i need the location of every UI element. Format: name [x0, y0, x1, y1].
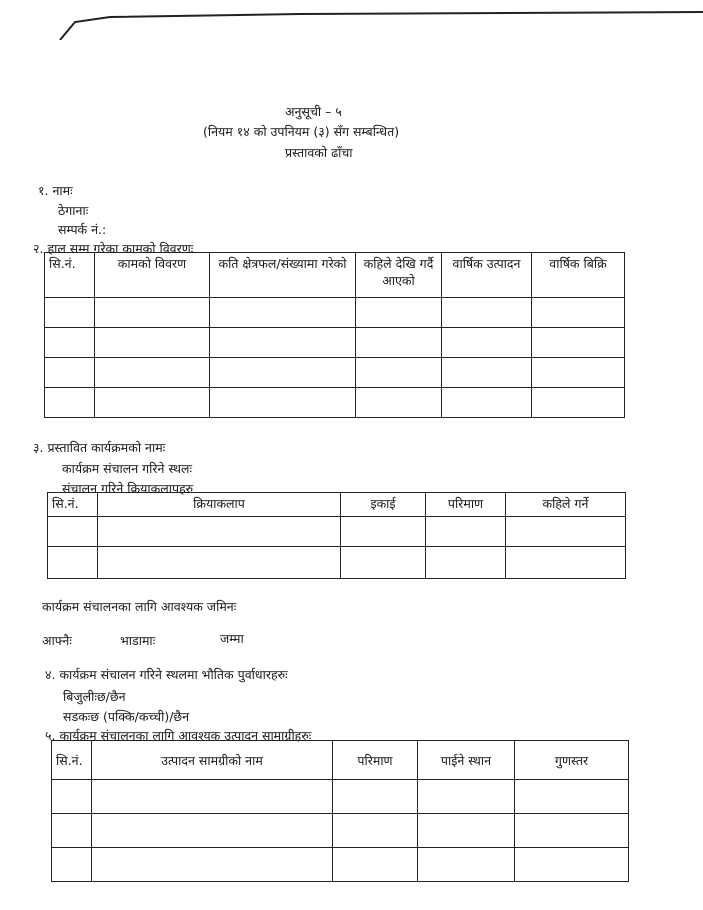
section5-title: ५. कार्यक्रम संचालनका लागि आवश्यक उत्पादन सामाग्रीहरुः	[45, 728, 312, 743]
table-cell[interactable]	[98, 517, 341, 547]
table-cell[interactable]	[418, 848, 515, 882]
table-cell[interactable]	[442, 388, 532, 418]
own-land-label: आफ्नैः	[42, 633, 72, 648]
table-cell[interactable]	[210, 328, 356, 358]
electricity-label: बिजुलीःछ/छैन	[63, 689, 126, 704]
materials-table	[51, 740, 629, 882]
table-cell[interactable]	[45, 298, 95, 328]
table-cell[interactable]	[45, 328, 95, 358]
col-area-quantity: कति क्षेत्रफल/संख्यामा गरेको	[210, 253, 356, 298]
table-cell[interactable]	[48, 517, 98, 547]
col-serial: सि.नं.	[52, 741, 92, 780]
section4-title: ४. कार्यक्रम संचालन गरिने स्थलमा भौतिक पुर्वाधारहरुः	[45, 667, 288, 682]
table-cell[interactable]	[356, 388, 442, 418]
table-cell[interactable]	[333, 814, 418, 848]
table-cell[interactable]	[442, 298, 532, 328]
section2-title: २. हाल सम्म गरेका कामको विवरणः	[33, 241, 194, 256]
table-cell[interactable]	[532, 298, 625, 328]
contact-label: सम्पर्क नं.:	[58, 222, 107, 237]
table-cell[interactable]	[418, 780, 515, 814]
table-cell[interactable]	[210, 298, 356, 328]
table-row	[45, 358, 625, 388]
table-row	[52, 780, 629, 814]
table-cell[interactable]	[95, 298, 210, 328]
table-cell[interactable]	[98, 547, 341, 579]
table-cell[interactable]	[356, 328, 442, 358]
table-cell[interactable]	[45, 358, 95, 388]
col-since-when: कहिले देखि गर्दै आएको	[356, 253, 442, 298]
col-source-location: पाईने स्थान	[418, 741, 515, 780]
table-row	[48, 547, 626, 579]
col-quantity: परिमाण	[333, 741, 418, 780]
schedule-subtitle: (नियम १४ को उपनियम (३) सँग सम्बन्धित)	[203, 124, 400, 139]
table-cell[interactable]	[341, 547, 426, 579]
col-quality: गुणस्तर	[515, 741, 629, 780]
table-cell[interactable]	[515, 814, 629, 848]
table-cell[interactable]	[52, 848, 92, 882]
table-cell[interactable]	[95, 388, 210, 418]
col-material-name: उत्पादन सामग्रीको नाम	[92, 741, 333, 780]
table-row	[48, 517, 626, 547]
table-row	[45, 388, 625, 418]
table-cell[interactable]	[532, 358, 625, 388]
table-cell[interactable]	[515, 848, 629, 882]
table-cell[interactable]	[45, 388, 95, 418]
name-label: १. नामः	[38, 183, 73, 198]
table-row	[52, 814, 629, 848]
col-unit: इकाई	[341, 493, 426, 517]
form-name: प्रस्तावको ढाँचा	[285, 145, 353, 160]
col-serial: सि.नं.	[48, 493, 98, 517]
col-activity: क्रियाकलाप	[98, 493, 341, 517]
table-cell[interactable]	[92, 780, 333, 814]
road-label: सडकःछ (पक्कि/कच्ची)/छैन	[63, 709, 190, 724]
table-header-row	[52, 741, 629, 780]
table-cell[interactable]	[426, 547, 506, 579]
table-cell[interactable]	[333, 848, 418, 882]
table-cell[interactable]	[442, 358, 532, 388]
col-work-description: कामको विवरण	[95, 253, 210, 298]
table-cell[interactable]	[506, 547, 626, 579]
col-serial: सि.नं.	[45, 253, 95, 298]
table-cell[interactable]	[426, 517, 506, 547]
col-quantity: परिमाण	[426, 493, 506, 517]
table-cell[interactable]	[48, 547, 98, 579]
table-header-row	[48, 493, 626, 517]
table-cell[interactable]	[210, 388, 356, 418]
table-header-row	[45, 253, 625, 298]
col-when: कहिले गर्ने	[506, 493, 626, 517]
table-cell[interactable]	[341, 517, 426, 547]
table-cell[interactable]	[333, 780, 418, 814]
address-label: ठेगानाः	[58, 203, 89, 218]
land-required-label: कार्यक्रम संचालनका लागि आवश्यक जमिनः	[42, 599, 237, 614]
table-cell[interactable]	[506, 517, 626, 547]
col-annual-production: वार्षिक उत्पादन	[442, 253, 532, 298]
table-cell[interactable]	[92, 814, 333, 848]
rented-land-label: भाडामाः	[120, 633, 156, 648]
schedule-title: अनुसूची – ५	[285, 104, 342, 119]
section3-title: ३. प्रस्तावित कार्यक्रमको नामः	[33, 440, 166, 455]
table-row	[45, 328, 625, 358]
table-cell[interactable]	[52, 780, 92, 814]
table-cell[interactable]	[92, 848, 333, 882]
table-cell[interactable]	[356, 298, 442, 328]
col-annual-sales: वार्षिक बिक्रि	[532, 253, 625, 298]
table-cell[interactable]	[532, 328, 625, 358]
table-cell[interactable]	[515, 780, 629, 814]
activities-label: संचालन गरिने क्रियाकलापहरु	[62, 481, 194, 496]
table-row	[52, 848, 629, 882]
activities-table	[47, 492, 626, 579]
program-location-label: कार्यक्रम संचालन गरिने स्थलः	[62, 461, 193, 476]
table-row	[45, 298, 625, 328]
table-cell[interactable]	[418, 814, 515, 848]
table-cell[interactable]	[52, 814, 92, 848]
table-cell[interactable]	[210, 358, 356, 388]
scan-edge-shadow	[0, 0, 703, 40]
total-land-label: जम्मा	[220, 631, 244, 646]
work-details-table	[44, 252, 625, 418]
table-cell[interactable]	[95, 328, 210, 358]
table-cell[interactable]	[356, 358, 442, 388]
table-cell[interactable]	[95, 358, 210, 388]
table-cell[interactable]	[442, 328, 532, 358]
table-cell[interactable]	[532, 388, 625, 418]
